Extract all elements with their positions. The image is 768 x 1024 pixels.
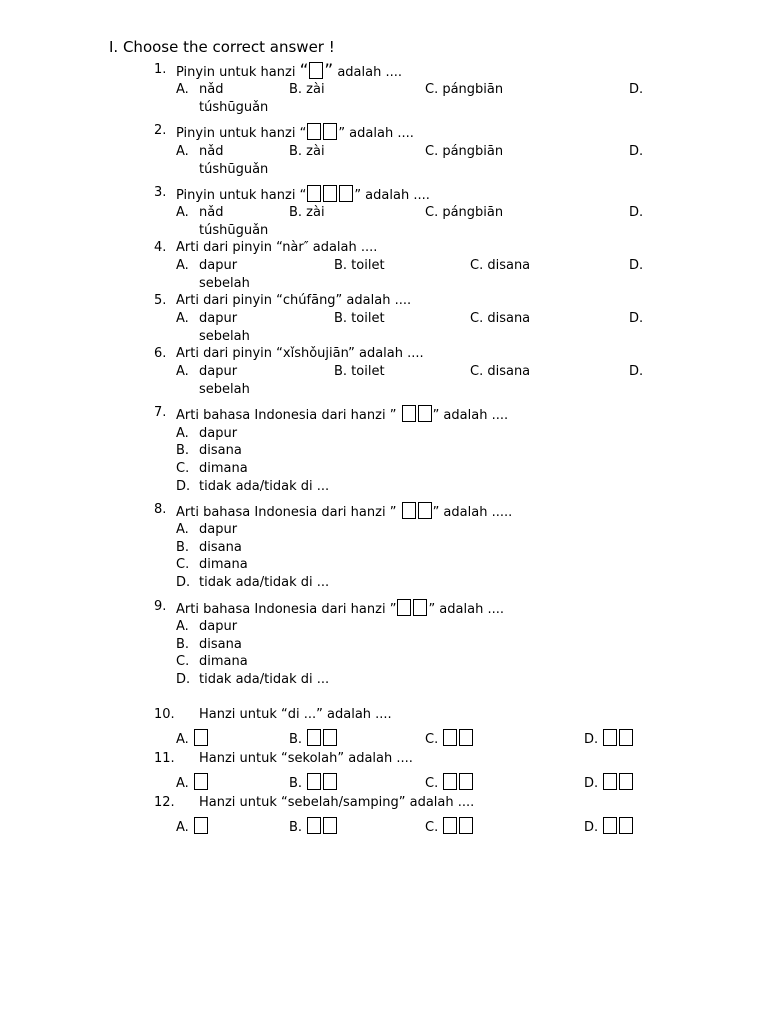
option-d-text: túshūguǎn	[199, 223, 269, 238]
option-d-text: tidak ada/tidak di ...	[199, 672, 330, 687]
option-b-text: disana	[199, 443, 242, 458]
option-c: C.	[425, 773, 474, 792]
option-b: B. toilet	[334, 311, 385, 326]
option-c: C.	[425, 729, 474, 748]
question-11-text: Hanzi untuk “sekolah” adalah ....	[199, 751, 413, 766]
hanzi-glyph	[619, 729, 633, 746]
option-c-text: dimana	[199, 461, 248, 476]
hanzi-glyph	[307, 123, 321, 140]
hanzi-glyph	[307, 729, 321, 746]
option-a-label: A.	[176, 82, 189, 97]
question-9-number: 9.	[154, 599, 167, 614]
hanzi-glyph	[339, 185, 353, 202]
question-3-number: 3.	[154, 185, 167, 200]
hanzi-glyph	[603, 773, 617, 790]
option-a-text: dapur	[199, 258, 238, 273]
option-c: C. pángbiān	[425, 205, 504, 220]
option-c-text: dimana	[199, 557, 248, 572]
option-b: B.	[289, 817, 338, 836]
option-d-label: D.	[629, 82, 644, 97]
hanzi-glyph	[323, 817, 337, 834]
question-11-number: 11.	[154, 751, 175, 766]
option-d-text: tidak ada/tidak di ...	[199, 575, 330, 590]
hanzi-glyph	[443, 729, 457, 746]
hanzi-glyph	[307, 185, 321, 202]
hanzi-glyph	[323, 185, 337, 202]
question-10-text: Hanzi untuk “di ...” adalah ....	[199, 707, 392, 722]
question-12-text: Hanzi untuk “sebelah/samping” adalah ....	[199, 795, 475, 810]
option-c: C. disana	[470, 258, 531, 273]
question-6-text: Arti dari pinyin “xǐshǒujiān” adalah ....	[176, 346, 424, 361]
question-5-number: 5.	[154, 293, 167, 308]
option-a-label: A.	[176, 311, 189, 326]
option-b: B. zài	[289, 205, 325, 220]
question-7-text: Arti bahasa Indonesia dari hanzi ” ” adalah ....	[176, 405, 508, 424]
hanzi-glyph	[459, 729, 473, 746]
option-d: D.	[584, 817, 634, 836]
hanzi-glyph	[459, 817, 473, 834]
option-b-label: B.	[176, 540, 190, 555]
option-d: D.	[584, 773, 634, 792]
option-a-text: nǎd	[199, 205, 224, 220]
option-d-label: D.	[176, 575, 191, 590]
option-d-label: D.	[629, 205, 644, 220]
option-d-label: D.	[176, 672, 191, 687]
option-a-text: dapur	[199, 364, 238, 379]
page-title: I. Choose the correct answer !	[109, 38, 335, 56]
option-d-label: D.	[629, 258, 644, 273]
option-d-text: sebelah	[199, 382, 250, 397]
option-b-label: B.	[176, 637, 190, 652]
option-c: C.	[425, 817, 474, 836]
option-d-text: tidak ada/tidak di ...	[199, 479, 330, 494]
hanzi-glyph	[397, 599, 411, 616]
hanzi-glyph	[307, 817, 321, 834]
question-10-number: 10.	[154, 707, 175, 722]
option-a: A.	[176, 729, 209, 748]
option-b: B. toilet	[334, 364, 385, 379]
option-a-text: nǎd	[199, 82, 224, 97]
option-d-text: sebelah	[199, 329, 250, 344]
option-d-text: túshūguǎn	[199, 100, 269, 115]
question-12-number: 12.	[154, 795, 175, 810]
hanzi-glyph	[603, 729, 617, 746]
hanzi-glyph	[323, 123, 337, 140]
option-b: B. zài	[289, 144, 325, 159]
option-a-label: A.	[176, 619, 189, 634]
option-b-label: B.	[176, 443, 190, 458]
option-c: C. pángbiān	[425, 82, 504, 97]
option-c: C. disana	[470, 364, 531, 379]
option-b: B.	[289, 729, 338, 748]
option-a: A.	[176, 817, 209, 836]
hanzi-glyph	[619, 773, 633, 790]
hanzi-glyph	[402, 502, 416, 519]
option-a-text: dapur	[199, 311, 238, 326]
hanzi-glyph	[194, 817, 208, 834]
question-3-text: Pinyin untuk hanzi “ ” adalah ....	[176, 185, 430, 204]
option-d-text: sebelah	[199, 276, 250, 291]
hanzi-glyph	[309, 62, 323, 79]
hanzi-glyph	[603, 817, 617, 834]
option-a-label: A.	[176, 522, 189, 537]
hanzi-glyph	[402, 405, 416, 422]
option-a-label: A.	[176, 258, 189, 273]
hanzi-glyph	[323, 773, 337, 790]
option-b: B.	[289, 773, 338, 792]
option-b-text: disana	[199, 540, 242, 555]
question-9-text: Arti bahasa Indonesia dari hanzi ” ” adalah ....	[176, 599, 504, 618]
option-c-text: dimana	[199, 654, 248, 669]
option-b: B. toilet	[334, 258, 385, 273]
question-8-number: 8.	[154, 502, 167, 517]
option-d-label: D.	[629, 311, 644, 326]
question-5-text: Arti dari pinyin “chúfāng” adalah ....	[176, 293, 412, 308]
hanzi-glyph	[413, 599, 427, 616]
option-a-text: dapur	[199, 522, 238, 537]
option-a: A.	[176, 773, 209, 792]
option-a-text: dapur	[199, 619, 238, 634]
hanzi-glyph	[323, 729, 337, 746]
hanzi-glyph	[443, 773, 457, 790]
option-d-text: túshūguǎn	[199, 162, 269, 177]
option-c: C. pángbiān	[425, 144, 504, 159]
option-a-label: A.	[176, 364, 189, 379]
hanzi-glyph	[194, 729, 208, 746]
option-a-label: A.	[176, 144, 189, 159]
question-8-text: Arti bahasa Indonesia dari hanzi ” ” adalah .....	[176, 502, 512, 521]
option-d-label: D.	[629, 364, 644, 379]
question-7-number: 7.	[154, 405, 167, 420]
option-c-label: C.	[176, 557, 190, 572]
question-4-number: 4.	[154, 240, 167, 255]
hanzi-glyph	[459, 773, 473, 790]
hanzi-glyph	[418, 502, 432, 519]
hanzi-glyph	[619, 817, 633, 834]
option-a-text: dapur	[199, 426, 238, 441]
question-4-text: Arti dari pinyin “nàr″ adalah ....	[176, 240, 378, 255]
option-b-text: disana	[199, 637, 242, 652]
question-6-number: 6.	[154, 346, 167, 361]
option-a-label: A.	[176, 205, 189, 220]
option-a-text: nǎd	[199, 144, 224, 159]
option-d-label: D.	[629, 144, 644, 159]
question-2-text: Pinyin untuk hanzi “ ” adalah ....	[176, 123, 414, 142]
hanzi-glyph	[194, 773, 208, 790]
question-1-number: 1.	[154, 62, 167, 77]
question-2-number: 2.	[154, 123, 167, 138]
option-a-label: A.	[176, 426, 189, 441]
option-c-label: C.	[176, 461, 190, 476]
option-c-label: C.	[176, 654, 190, 669]
hanzi-glyph	[307, 773, 321, 790]
hanzi-glyph	[443, 817, 457, 834]
hanzi-glyph	[418, 405, 432, 422]
option-d-label: D.	[176, 479, 191, 494]
option-d: D.	[584, 729, 634, 748]
option-c: C. disana	[470, 311, 531, 326]
option-b: B. zài	[289, 82, 325, 97]
question-1-text: Pinyin untuk hanzi “ ” adalah ....	[176, 61, 402, 81]
